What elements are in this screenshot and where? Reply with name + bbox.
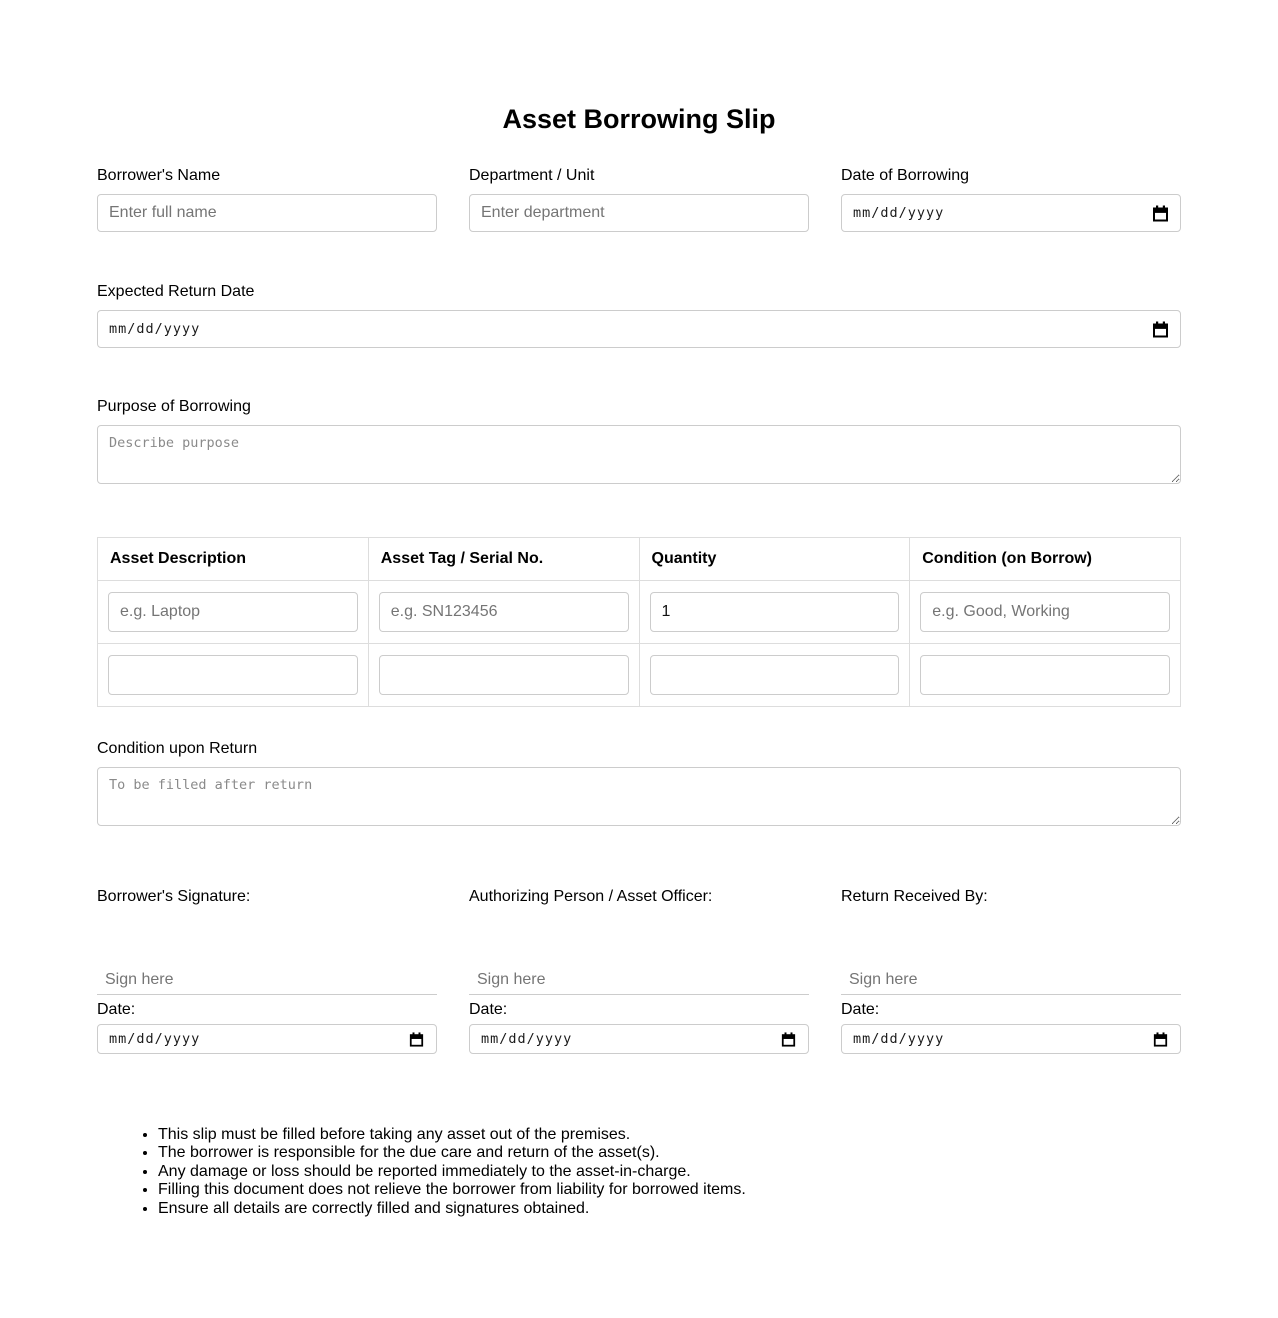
return-received-sign-input[interactable] [841,965,1181,995]
signatures-row [97,888,1181,1054]
calendar-icon[interactable] [1151,1030,1169,1048]
condition-upon-return-section [97,740,1181,831]
top-fields-row [97,167,1181,232]
borrower-name-label: Borrower's Name [97,167,221,184]
authorizing-sign-date-input[interactable] [469,1024,809,1054]
note-item: • The borrower is responsible for the due care and return of the asset(s). [158,1144,1181,1162]
return-received-label: Return Received By: [841,888,988,905]
date-value: mm/dd/yyyy [109,1031,201,1047]
expected-return-date-label: Expected Return Date [97,283,255,300]
note-item: • Ensure all details are correctly filled and signatures obtained. [158,1200,1181,1218]
calendar-icon[interactable] [407,1030,425,1048]
calendar-icon[interactable] [1151,204,1169,222]
expected-return-date-input[interactable] [97,310,1181,348]
return-received-block [841,888,1181,1054]
asset-tag-input-1[interactable] [379,592,629,632]
date-label: Date: [97,1001,136,1018]
date-value: mm/dd/yyyy [109,321,201,337]
asset-table-header-row [98,538,1181,581]
table-row [98,581,1181,644]
note-item: • Any damage or loss should be reported immediately to the asset-in-charge. [158,1163,1181,1181]
asset-borrowing-form [97,0,1181,1318]
borrower-signature-label: Borrower's Signature: [97,888,251,905]
asset-description-header: Asset Description [98,538,369,581]
borrower-sign-input[interactable] [97,965,437,995]
note-item: • This slip must be filled before taking any asset out of the premises. [158,1126,1181,1144]
date-value: mm/dd/yyyy [853,1031,945,1047]
authorizing-signature-block [469,888,809,1054]
asset-tag-header: Asset Tag / Serial No. [368,538,639,581]
condition-header: Condition (on Borrow) [910,538,1181,581]
table-row [98,644,1181,707]
condition-input-2[interactable] [920,655,1170,695]
department-field [469,167,809,232]
date-of-borrowing-input[interactable] [841,194,1181,232]
asset-table [97,537,1181,707]
borrower-name-field [97,167,437,232]
date-label: Date: [469,1001,508,1018]
condition-upon-return-textarea[interactable] [97,767,1181,826]
purpose-section [97,398,1181,489]
purpose-label: Purpose of Borrowing [97,398,251,415]
quantity-input-2[interactable] [650,655,900,695]
date-of-borrowing-field [841,167,1181,232]
date-of-borrowing-label: Date of Borrowing [841,167,970,184]
borrower-signature-block [97,888,437,1054]
authorizing-signature-label: Authorizing Person / Asset Officer: [469,888,713,905]
department-label: Department / Unit [469,167,595,184]
calendar-icon[interactable] [779,1030,797,1048]
notes-list [97,1126,1181,1218]
page-title: Asset Borrowing Slip [502,104,776,134]
return-received-date-input[interactable] [841,1024,1181,1054]
calendar-icon[interactable] [1151,320,1169,338]
asset-description-input-2[interactable] [108,655,358,695]
department-input[interactable] [469,194,809,232]
date-label: Date: [841,1001,880,1018]
expected-return-date-section [97,283,1181,348]
purpose-textarea[interactable] [97,425,1181,484]
borrower-name-input[interactable] [97,194,437,232]
condition-input-1[interactable] [920,592,1170,632]
borrower-sign-date-input[interactable] [97,1024,437,1054]
authorizing-sign-input[interactable] [469,965,809,995]
quantity-header: Quantity [639,538,910,581]
quantity-input-1[interactable] [650,592,900,632]
date-value: mm/dd/yyyy [853,205,945,221]
date-value: mm/dd/yyyy [481,1031,573,1047]
asset-tag-input-2[interactable] [379,655,629,695]
condition-upon-return-label: Condition upon Return [97,740,258,757]
asset-description-input-1[interactable] [108,592,358,632]
note-item: • Filling this document does not relieve the borrower from liability for borrowed items. [158,1181,1181,1199]
